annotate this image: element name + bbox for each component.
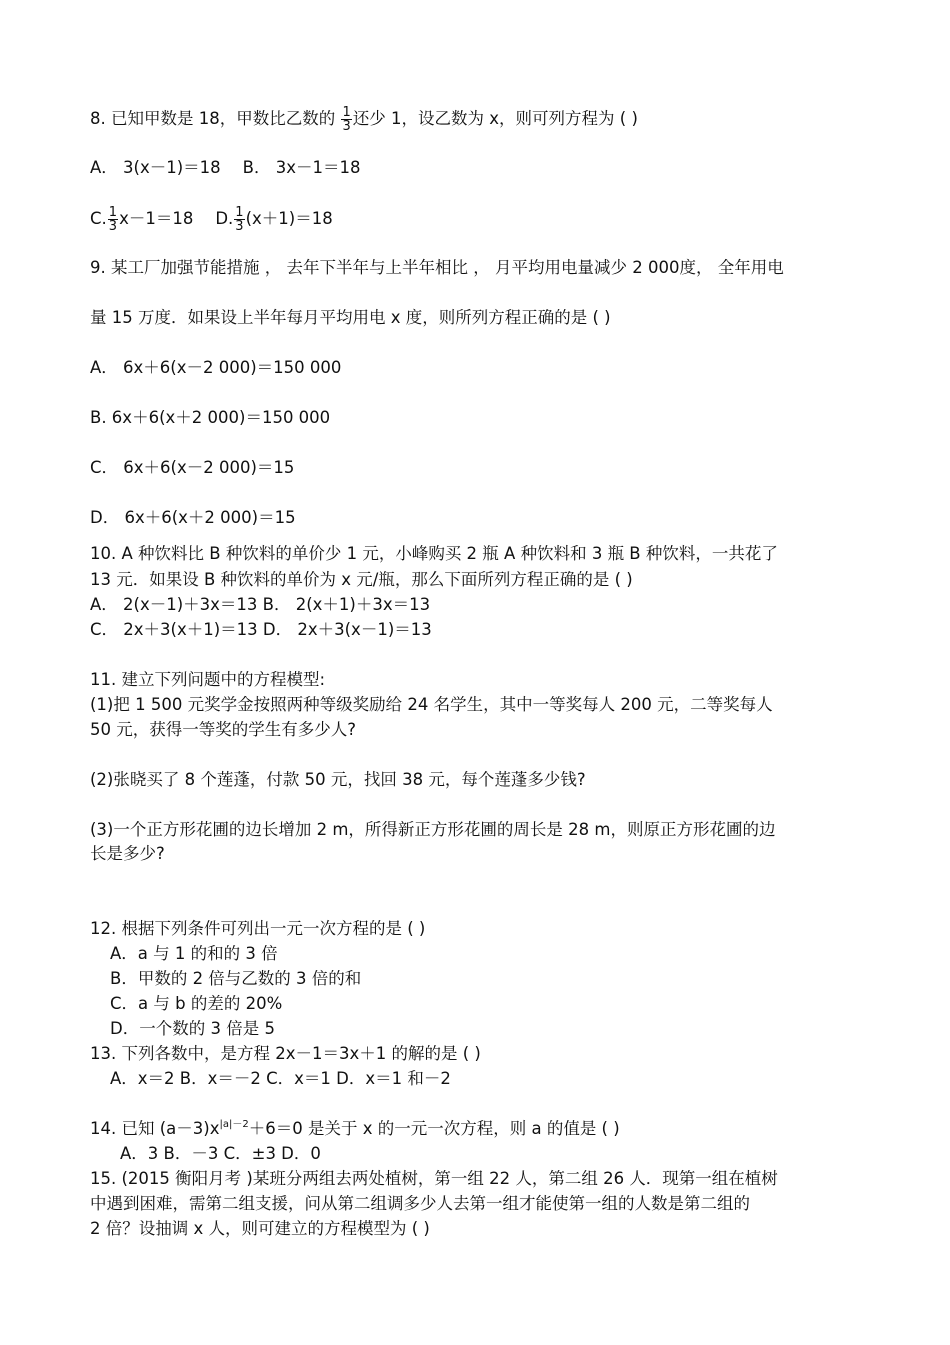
fraction-one-third: $\frac{1}{3}$ <box>235 205 244 234</box>
q9-option-b: B. 6x＋6(x＋2 000)＝150 000 <box>90 408 331 427</box>
q10-stem-line2: 13 元．如果设 B 种饮料的单价为 x 元/瓶，那么下面所列方程正确的是 ( ) <box>90 570 633 589</box>
q8-option-d: D. $\frac{1}{3}$ (x＋1)＝18 <box>215 205 333 234</box>
q11-part2: (2)张晓买了 8 个莲蓬，付款 50 元，找回 38 元，每个莲蓬多少钱? <box>90 770 586 789</box>
q15-stem-line2: 中遇到困难，需第二组支援，问从第二组调多少人去第一组才能使第一组的人数是第二组的 <box>90 1194 750 1213</box>
q8-stem-post: 还少 1，设乙数为 x，则可列方程为 ( ) <box>352 109 638 128</box>
q9-option-d: D． 6x＋6(x＋2 000)＝15 <box>90 508 296 527</box>
q8-stem <box>90 106 860 133</box>
q8-option-a: A． 3(x－1)＝18 <box>90 158 221 177</box>
q12-option-d: D．一个数的 3 倍是 5 <box>110 1019 275 1038</box>
q8-stem-pre: 8. 已知甲数是 18，甲数比乙数的 <box>90 109 341 128</box>
q9-option-a: A． 6x＋6(x－2 000)＝150 000 <box>90 358 342 377</box>
fraction-one-third: $\frac{1}{3}$ <box>108 205 118 234</box>
q11-part1-line2: 50 元，获得一等奖的学生有多少人? <box>90 720 356 739</box>
q9-option-c: C． 6x＋6(x－2 000)＝15 <box>90 458 295 477</box>
q8-options-ab <box>90 157 860 179</box>
q10-options-ab: A． 2(x－1)＋3x＝13 B． 2(x＋1)＋3x＝13 <box>90 595 431 614</box>
q8-option-c: C. $\frac{1}{3}$ x－1＝18 <box>90 205 194 234</box>
fraction-one-third: $\frac{1}{3}$ <box>342 105 351 134</box>
q11-title: 11. 建立下列问题中的方程模型: <box>90 670 326 689</box>
q14-stem <box>90 1118 860 1140</box>
q12-option-b: B．甲数的 2 倍与乙数的 3 倍的和 <box>110 969 362 988</box>
q12-option-c: C．a 与 b 的差的 20% <box>110 994 283 1013</box>
q13-options: A．x＝2 B．x＝－2 C．x＝1 D．x＝1 和－2 <box>110 1069 451 1088</box>
q14-stem-post: ＋6＝0 是关于 x 的一元一次方程，则 a 的值是 ( ) <box>248 1119 620 1138</box>
q11-part1-line1: (1)把 1 500 元奖学金按照两种等级奖励给 24 名学生，其中一等奖每人 200 元，二等奖每人 <box>90 695 773 714</box>
q15-stem-line3: 2 倍？设抽调 x 人，则可建立的方程模型为 ( ) <box>90 1219 430 1238</box>
q9-stem-line1: 9. 某工厂加强节能措施 ， 去年下半年与上半年相比 ， 月平均用电量减少 2 000度， 全年用电 <box>90 258 784 277</box>
q12-stem: 12. 根据下列条件可列出一元一次方程的是 ( ) <box>90 919 426 938</box>
q14-stem-pre: 14. 已知 (a－3)x <box>90 1119 220 1138</box>
q10-stem-line1: 10. A 种饮料比 B 种饮料的单价少 1 元，小峰购买 2 瓶 A 种饮料和 3 瓶 B 种饮料，一共花了 <box>90 544 778 563</box>
q15-stem-line1: 15. (2015 衡阳月考 )某班分两组去两处植树，第一组 22 人，第二组 26 人．现第一组在植树 <box>90 1169 778 1188</box>
q9-stem-line2: 量 15 万度．如果设上半年每月平均用电 x 度，则所列方程正确的是 ( ) <box>90 308 611 327</box>
q8-option-b: B． 3x－1＝18 <box>242 158 361 177</box>
q14-exponent: |a|－2 <box>219 1119 249 1130</box>
q12-option-a: A．a 与 1 的和的 3 倍 <box>110 944 278 963</box>
q11-part3-line1: (3)一个正方形花圃的边长增加 2 m，所得新正方形花圃的周长是 28 m，则原正方形花圃的边 <box>90 820 776 839</box>
q14-options: A．3 B．－3 C．±3 D．0 <box>120 1144 321 1163</box>
q13-stem: 13. 下列各数中，是方程 2x－1＝3x＋1 的解的是 ( ) <box>90 1044 481 1063</box>
q10-options-cd: C． 2x＋3(x＋1)＝13 D． 2x＋3(x－1)＝13 <box>90 620 432 639</box>
q11-part3-line2: 长是多少? <box>90 844 165 863</box>
q8-options-cd <box>90 206 860 233</box>
